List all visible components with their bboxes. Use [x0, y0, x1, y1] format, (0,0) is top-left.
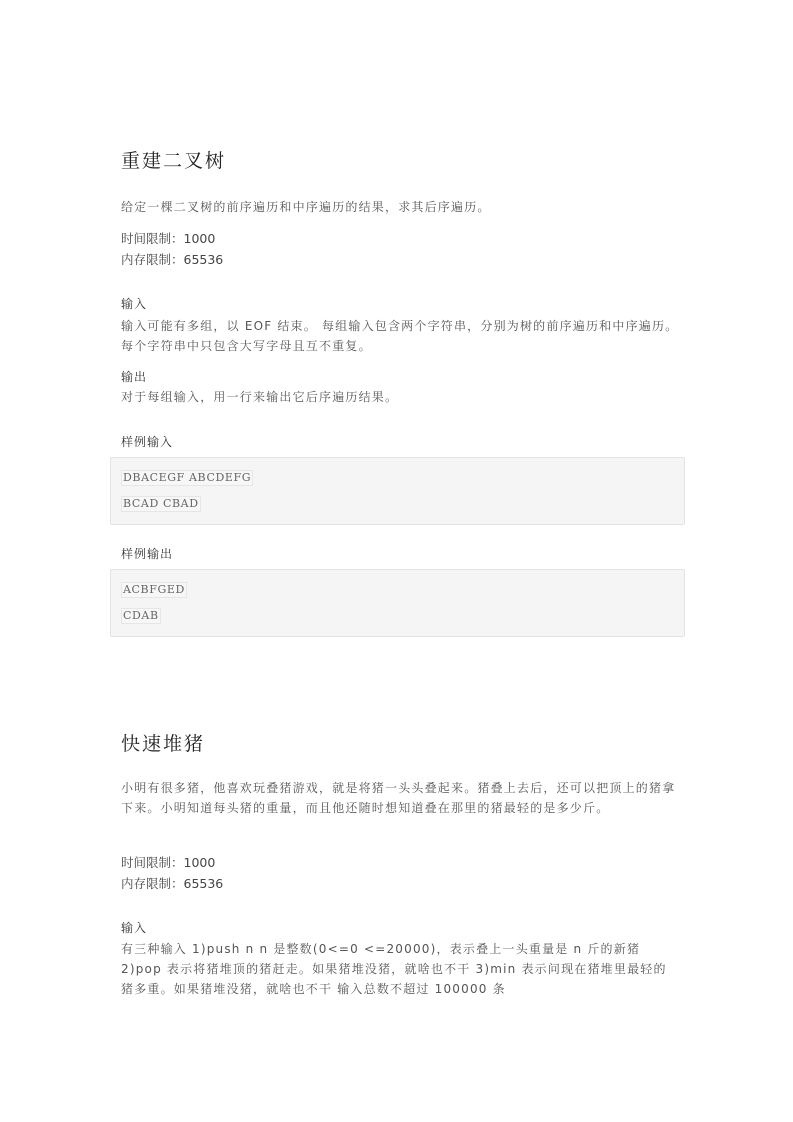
problem-description: 小明有很多猪，他喜欢玩叠猪游戏，就是将猪一头头叠起来。猪叠上去后，还可以把顶上的猪拿下来。小明知道每头猪的重量，而且他还随时想知道叠在那里的猪最轻的是多少斤。: [121, 781, 676, 815]
sample-output-heading: 样例输出: [121, 547, 174, 561]
memory-limit: 内存限制：65536: [121, 876, 224, 891]
sample-input-block: [110, 457, 685, 525]
problem-title: 快速堆猪: [121, 733, 206, 755]
output-heading: 输出: [121, 370, 148, 384]
code-line: DBACEGF ABCDEFG: [123, 471, 252, 484]
problem-description: 给定一棵二叉树的前序遍历和中序遍历的结果，求其后序遍历。: [121, 200, 491, 214]
sample-input-heading: 样例输入: [121, 435, 174, 449]
input-description: 有三种输入 1)push n n 是整数(0<=0 <=20000)，表示叠上一头重量是 n 斤的新猪 2)pop 表示将猪堆顶的猪赶走。如果猪堆没猪，就啥也不干 3)min 表示问现在猪堆里最轻的猪多重。如果猪堆没猪，就啥也不干 输入总数不超过 100000 条: [121, 942, 667, 996]
code-line: CDAB: [123, 609, 159, 622]
code-line: ACBFGED: [123, 583, 185, 596]
time-limit: 时间限制：1000: [121, 855, 216, 870]
output-description: 对于每组输入，用一行来输出它后序遍历结果。: [121, 390, 399, 404]
problem-title: 重建二叉树: [121, 150, 227, 172]
sample-output-block: [110, 569, 685, 637]
time-limit: 时间限制：1000: [121, 231, 216, 246]
input-description: 输入可能有多组，以 EOF 结束。 每组输入包含两个字符串，分别为树的前序遍历和中序遍历。每个字符串中只包含大写字母且互不重复。: [121, 319, 679, 353]
memory-limit: 内存限制：65536: [121, 252, 224, 267]
input-heading: 输入: [121, 297, 148, 311]
code-line: BCAD CBAD: [123, 497, 199, 510]
input-heading: 输入: [121, 921, 148, 935]
